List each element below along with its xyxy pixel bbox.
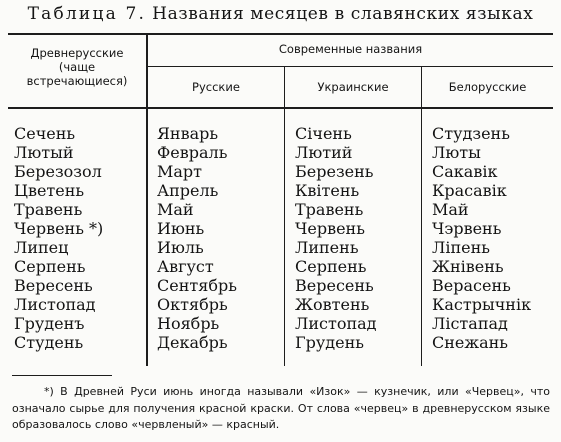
month-cell: Чэрвень: [432, 219, 502, 238]
month-cell: Январь: [157, 124, 219, 143]
month-cell: Червень: [295, 219, 365, 238]
month-cell: Верасень: [432, 276, 511, 295]
month-cell: Березозол: [14, 162, 102, 181]
column-old-russian: [14, 124, 103, 352]
month-cell: Снежань: [432, 333, 509, 352]
table-number: Таблица 7.: [27, 4, 147, 24]
month-cell: Травень: [14, 200, 83, 219]
month-cell: Січень: [295, 124, 352, 143]
month-cell: Квітень: [295, 181, 360, 200]
modern-subheader-rule: [146, 66, 553, 67]
table-header-rule: [8, 107, 553, 109]
month-cell: Цветень: [14, 181, 85, 200]
column-divider-2: [284, 67, 285, 366]
month-cell: Люты: [432, 143, 481, 162]
month-cell: Сакавік: [432, 162, 498, 181]
month-cell: Вересень: [295, 276, 374, 295]
month-cell: Апрель: [157, 181, 219, 200]
month-cell: Студзень: [432, 124, 510, 143]
header-belarusian: Белорусские: [448, 80, 527, 94]
month-cell: Липец: [14, 238, 69, 257]
footnote: *) В Древней Руси июнь иногда называли «Изок» — кузнечик, или «Червец», что означало сырье для получения красной краски. От слова «червец» в древнерусском языке образовалось слово «червленый» — красный.: [12, 385, 550, 431]
footnote-separator: [12, 375, 112, 376]
month-cell: Сечень: [14, 124, 76, 143]
page-title: [0, 4, 561, 24]
month-cell: Ліпень: [432, 238, 490, 257]
month-cell: Серпень: [295, 257, 367, 276]
month-cell: Травень: [295, 200, 364, 219]
month-cell: Август: [157, 257, 214, 276]
month-cell: Груденъ: [14, 314, 85, 333]
month-cell: Липень: [295, 238, 359, 257]
month-cell: Декабрь: [157, 333, 228, 352]
month-cell: Красавік: [432, 181, 507, 200]
month-cell: Жовтень: [295, 295, 370, 314]
month-cell: Листопад: [14, 295, 96, 314]
month-cell: Грудень: [295, 333, 364, 352]
month-cell: Ноябрь: [157, 314, 220, 333]
month-cell: Лютый: [14, 143, 74, 162]
month-cell: Октябрь: [157, 295, 228, 314]
month-cell: Листопад: [295, 314, 377, 333]
table-top-rule: [8, 33, 553, 35]
column-ukrainian: [295, 124, 377, 352]
month-cell: Февраль: [157, 143, 228, 162]
header-old-russian: Древнерусские (чаще встречающиеся): [26, 46, 128, 88]
month-cell: Жнівень: [432, 257, 504, 276]
month-cell: Март: [157, 162, 203, 181]
month-cell: Июнь: [157, 219, 205, 238]
month-cell: Лістапад: [432, 314, 508, 333]
column-belarusian: [432, 124, 531, 352]
header-russian: Русские: [192, 80, 240, 94]
month-cell: Кастрычнік: [432, 295, 532, 314]
month-cell: Серпень: [14, 257, 86, 276]
month-cell: Май: [157, 200, 194, 219]
month-cell: Сентябрь: [157, 276, 237, 295]
month-cell: Июль: [157, 238, 204, 257]
month-cell: Червень *): [14, 219, 104, 238]
column-divider-3: [421, 67, 422, 366]
month-cell: Вересень: [14, 276, 93, 295]
header-modern-names: Современные названия: [278, 42, 423, 56]
table-title-text: Названия месяцев в славянских языках: [152, 4, 534, 24]
month-cell: Май: [432, 200, 469, 219]
month-cell: Студень: [14, 333, 84, 352]
header-ukrainian: Украинские: [317, 80, 389, 94]
month-cell: Лютий: [295, 143, 353, 162]
column-russian: [157, 124, 237, 352]
month-cell: Березень: [295, 162, 374, 181]
